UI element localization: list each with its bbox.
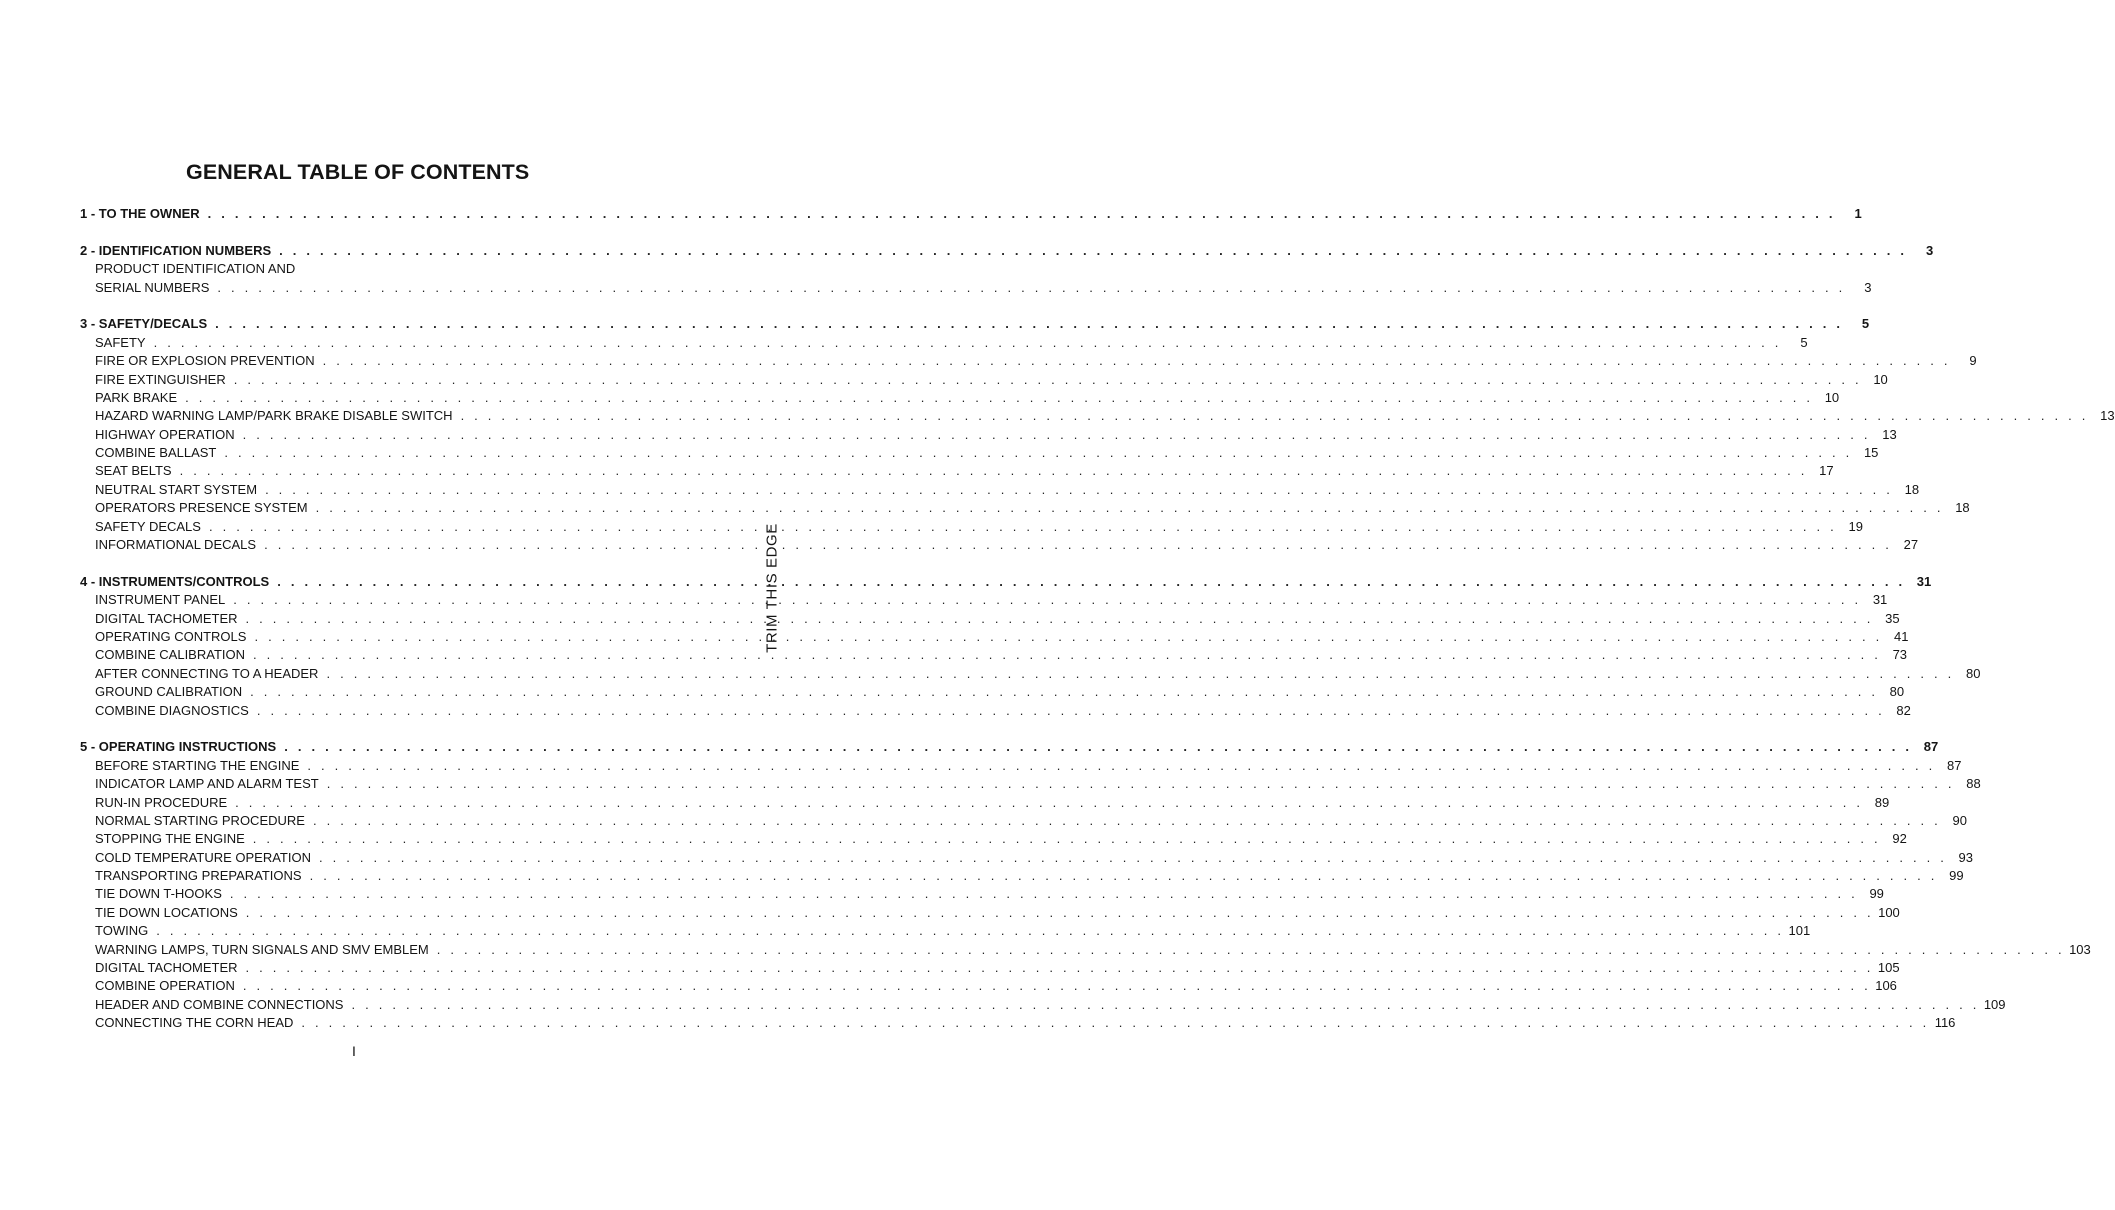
- page-number: I: [352, 1043, 356, 1059]
- toc-entry-page: 92: [1892, 831, 1907, 847]
- toc-entry-page: 87: [1946, 757, 1962, 773]
- dot-leader: . . . . . . . . . . . . . . . . . . . . . . . . . . . . . . . . . . . . . . . . . . . . . . . . . . . . . . . . . . . . . . . . . . . . . . . . . . . . . . . . . . . . . . . . . . . . . . . . . . . . . . . . . . . . . . . . . . . . . . . .: [326, 665, 1955, 681]
- toc-entry-page: 19: [1848, 518, 1863, 534]
- dot-leader: . . . . . . . . . . . . . . . . . . . . . . . . . . . . . . . . . . . . . . . . . . . . . . . . . . . . . . . . . . . . . . . . . . . . . . . . . . . . . . . . . . . . . . . . . . . . . . . . . . . . . . . . . . . . . . . . . . . . . . . .: [179, 463, 1808, 479]
- toc-entry[interactable]: [80, 628, 1909, 646]
- toc-entry-label: SERIAL NUMBERS: [95, 279, 210, 295]
- dot-leader: . . . . . . . . . . . . . . . . . . . . . . . . . . . . . . . . . . . . . . . . . . . . . . . . . . . . . . . . . . . . . . . . . . . . . . . . . . . . . . . . . . . . . . . . . . . . . . . . . . . . . . . . . . . . . . . . . . . . . . . .: [224, 445, 1853, 461]
- dot-leader: . . . . . . . . . . . . . . . . . . . . . . . . . . . . . . . . . . . . . . . . . . . . . . . . . . . . . . . . . . . . . . . . . . . . . . . . . . . . . . . . . . . . . . . . . . . . . . . . . . . . . . . . . . . . . . . . . . . . . . . .: [252, 831, 1881, 847]
- toc-entry-page: 88: [1966, 776, 1981, 792]
- toc-entry-label: SAFETY: [95, 334, 146, 350]
- toc-section: [80, 738, 2091, 1032]
- toc-entry-label: INFORMATIONAL DECALS: [95, 537, 257, 553]
- section-heading-label: 4 - INSTRUMENTS/CONTROLS: [80, 573, 270, 589]
- toc-entry-label: HEADER AND COMBINE CONNECTIONS: [95, 996, 344, 1012]
- toc-entry-page: 80: [1889, 684, 1905, 700]
- toc-entry[interactable]: [80, 1014, 1956, 1032]
- dot-leader: . . . . . . . . . . . . . . . . . . . . . . . . . . . . . . . . . . . . . . . . . . . . . . . . . . . . . . . . . . . . . . . . . . . . . . . . . . . . . . . . . . . . . . . . . . . . . . . . . . . . . . . . . . . . . . . . . . . . . . . .: [351, 996, 1980, 1012]
- toc-entry[interactable]: [80, 922, 1811, 940]
- toc-entry[interactable]: [80, 683, 1905, 701]
- dot-leader: . . . . . . . . . . . . . . . . . . . . . . . . . . . . . . . . . . . . . . . . . . . . . . . . . . . . . . . . . . . . . . . . . . . . . . . . . . . . . . . . . . . . . . . . . . . . . . . . . . . . . . . . . . . . . . . . . . . . . . . .: [215, 316, 1844, 332]
- toc-entry-page: 93: [1958, 849, 1974, 865]
- toc-entry-label: COMBINE BALLAST: [95, 445, 217, 461]
- toc-entry[interactable]: [80, 665, 1981, 683]
- toc-entry-page: 18: [1955, 500, 1970, 516]
- dot-leader: . . . . . . . . . . . . . . . . . . . . . . . . . . . . . . . . . . . . . . . . . . . . . . . . . . . . . . . . . . . . . . . . . . . . . . . . . . . . . . . . . . . . . . . . . . . . . . . . . . . . . . . . . . . . . . . . . . . . . . . .: [277, 573, 1906, 589]
- toc-entry-label: DIGITAL TACHOMETER: [95, 960, 238, 976]
- dot-leader: . . . . . . . . . . . . . . . . . . . . . . . . . . . . . . . . . . . . . . . . . . . . . . . . . . . . . . . . . . . . . . . . . . . . . . . . . . . . . . . . . . . . . . . . . . . . . . . . . . . . . . . . . . . . . . . . . . . . . . . .: [253, 647, 1882, 663]
- toc-entry[interactable]: [80, 775, 1981, 793]
- toc-section: [80, 242, 1934, 297]
- toc-entry-page: 73: [1892, 647, 1908, 663]
- toc-entry-label: HAZARD WARNING LAMP/PARK BRAKE DISABLE SWITCH: [95, 408, 453, 424]
- dot-leader: . . . . . . . . . . . . . . . . . . . . . . . . . . . . . . . . . . . . . . . . . . . . . . . . . . . . . . . . . . . . . . . . . . . . . . . . . . . . . . . . . . . . . . . . . . . . . . . . . . . . . . . . . . . . . . . . . . . . . . . .: [326, 776, 1955, 792]
- toc-entry[interactable]: [80, 462, 1834, 480]
- toc-entry[interactable]: [80, 499, 1970, 517]
- toc-entry-label: OPERATING CONTROLS: [95, 628, 247, 644]
- dot-leader: . . . . . . . . . . . . . . . . . . . . . . . . . . . . . . . . . . . . . . . . . . . . . . . . . . . . . . . . . . . . . . . . . . . . . . . . . . . . . . . . . . . . . . . . . . . . . . . . . . . . . . . . . . . . . . . . . . . . . . . .: [312, 812, 1941, 828]
- dot-leader: . . . . . . . . . . . . . . . . . . . . . . . . . . . . . . . . . . . . . . . . . . . . . . . . . . . . . . . . . . . . . . . . . . . . . . . . . . . . . . . . . . . . . . . . . . . . . . . . . . . . . . . . . . . . . . . . . . . . . . . .: [265, 481, 1894, 497]
- dot-leader: . . . . . . . . . . . . . . . . . . . . . . . . . . . . . . . . . . . . . . . . . . . . . . . . . . . . . . . . . . . . . . . . . . . . . . . . . . . . . . . . . . . . . . . . . . . . . . . . . . . . . . . . . . . . . . . . . . . . . . . .: [322, 353, 1951, 369]
- toc-entry[interactable]: [80, 352, 1977, 370]
- dot-leader: . . . . . . . . . . . . . . . . . . . . . . . . . . . . . . . . . . . . . . . . . . . . . . . . . . . . . . . . . . . . . . . . . . . . . . . . . . . . . . . . . . . . . . . . . . . . . . . . . . . . . . . . . . . . . . . . . . . . . . . .: [284, 739, 1913, 755]
- section-heading[interactable]: [80, 738, 1939, 756]
- dot-leader: . . . . . . . . . . . . . . . . . . . . . . . . . . . . . . . . . . . . . . . . . . . . . . . . . . . . . . . . . . . . . . . . . . . . . . . . . . . . . . . . . . . . . . . . . . . . . . . . . . . . . . . . . . . . . . . . . . . . . . . .: [309, 868, 1938, 884]
- toc-entry-page: 10: [1873, 371, 1888, 387]
- toc-entry[interactable]: [80, 702, 1911, 720]
- toc-entry-page: 27: [1903, 537, 1919, 553]
- dot-leader: . . . . . . . . . . . . . . . . . . . . . . . . . . . . . . . . . . . . . . . . . . . . . . . . . . . . . . . . . . . . . . . . . . . . . . . . . . . . . . . . . . . . . . . . . . . . . . . . . . . . . . . . . . . . . . . . . . . . . . . .: [229, 886, 1858, 902]
- toc-entry-label: NEUTRAL START SYSTEM: [95, 481, 258, 497]
- toc-entry[interactable]: [80, 885, 1884, 903]
- dot-leader: . . . . . . . . . . . . . . . . . . . . . . . . . . . . . . . . . . . . . . . . . . . . . . . . . . . . . . . . . . . . . . . . . . . . . . . . . . . . . . . . . . . . . . . . . . . . . . . . . . . . . . . . . . . . . . . . . . . . . . . .: [250, 684, 1879, 700]
- toc-entry-label: COLD TEMPERATURE OPERATION: [95, 849, 311, 865]
- toc-entry-label: SAFETY DECALS: [95, 518, 201, 534]
- toc-entry-page: 82: [1896, 702, 1911, 718]
- toc-entry-page: 10: [1824, 389, 1840, 405]
- toc-entry-label: STOPPING THE ENGINE: [95, 831, 245, 847]
- section-heading-page: 3: [1925, 242, 1934, 258]
- dot-leader: . . . . . . . . . . . . . . . . . . . . . . . . . . . . . . . . . . . . . . . . . . . . . . . . . . . . . . . . . . . . . . . . . . . . . . . . . . . . . . . . . . . . . . . . . . . . . . . . . . . . . . . . . . . . . . . . . . . . . . . .: [242, 426, 1871, 442]
- toc-entry[interactable]: [80, 959, 1900, 977]
- toc-entry[interactable]: [80, 426, 1897, 444]
- dot-leader: . . . . . . . . . . . . . . . . . . . . . . . . . . . . . . . . . . . . . . . . . . . . . . . . . . . . . . . . . . . . . . . . . . . . . . . . . . . . . . . . . . . . . . . . . . . . . . . . . . . . . . . . . . . . . . . . . . . . . . . .: [233, 592, 1862, 608]
- toc-entry-label: WARNING LAMPS, TURN SIGNALS AND SMV EMBLEM: [95, 941, 429, 957]
- toc-entry-label: FIRE OR EXPLOSION PREVENTION: [95, 353, 315, 369]
- dot-leader: . . . . . . . . . . . . . . . . . . . . . . . . . . . . . . . . . . . . . . . . . . . . . . . . . . . . . . . . . . . . . . . . . . . . . . . . . . . . . . . . . . . . . . . . . . . . . . . . . . . . . . . . . . . . . . . . . . . . . . . .: [235, 794, 1864, 810]
- toc-entry-label: COMBINE DIAGNOSTICS: [95, 702, 249, 718]
- dot-leader: . . . . . . . . . . . . . . . . . . . . . . . . . . . . . . . . . . . . . . . . . . . . . . . . . . . . . . . . . . . . . . . . . . . . . . . . . . . . . . . . . . . . . . . . . . . . . . . . . . . . . . . . . . . . . . . . . . . . . . . .: [217, 279, 1846, 295]
- toc-entry[interactable]: [80, 444, 1879, 462]
- toc-entry-page: 105: [1877, 960, 1900, 976]
- dot-leader: . . . . . . . . . . . . . . . . . . . . . . . . . . . . . . . . . . . . . . . . . . . . . . . . . . . . . . . . . . . . . . . . . . . . . . . . . . . . . . . . . . . . . . . . . . . . . . . . . . . . . . . . . . . . . . . . . . . . . . . .: [156, 923, 1785, 939]
- toc-entry-label: TOWING: [95, 923, 149, 939]
- toc-entry-page: 99: [1949, 868, 1964, 884]
- toc-entry-page: 35: [1885, 610, 1900, 626]
- section-heading-label: 5 - OPERATING INSTRUCTIONS: [80, 739, 277, 755]
- section-heading-page: 5: [1861, 316, 1870, 332]
- dot-leader: . . . . . . . . . . . . . . . . . . . . . . . . . . . . . . . . . . . . . . . . . . . . . . . . . . . . . . . . . . . . . . . . . . . . . . . . . . . . . . . . . . . . . . . . . . . . . . . . . . . . . . . . . . . . . . . . . . . . . . . .: [153, 334, 1782, 350]
- toc-entry-page: 41: [1894, 628, 1909, 644]
- toc-entry-page: 106: [1875, 978, 1897, 994]
- toc-entry-label: TIE DOWN T-HOOKS: [95, 886, 222, 902]
- toc-entry-page: 15: [1863, 445, 1879, 461]
- toc-entry-label: PRODUCT IDENTIFICATION AND: [95, 261, 296, 277]
- toc-entry-label: HIGHWAY OPERATION: [95, 426, 235, 442]
- toc-entry-page: 89: [1874, 794, 1890, 810]
- toc-entry-page: 13: [2100, 408, 2115, 424]
- toc-entry[interactable]: [80, 536, 1919, 554]
- dot-leader: . . . . . . . . . . . . . . . . . . . . . . . . . . . . . . . . . . . . . . . . . . . . . . . . . . . . . . . . . . . . . . . . . . . . . . . . . . . . . . . . . . . . . . . . . . . . . . . . . . . . . . . . . . . . . . . . . . . . . . . .: [254, 628, 1883, 644]
- dot-leader: . . . . . . . . . . . . . . . . . . . . . . . . . . . . . . . . . . . . . . . . . . . . . . . . . . . . . . . . . . . . . . . . . . . . . . . . . . . . . . . . . . . . . . . . . . . . . . . . . . . . . . . . . . . . . . . . . . . . . . . .: [242, 978, 1871, 994]
- toc-entry-page: 109: [1983, 996, 2006, 1012]
- toc-entry-page: 17: [1819, 463, 1834, 479]
- toc-entry-label: CONNECTING THE CORN HEAD: [95, 1015, 294, 1031]
- dot-leader: . . . . . . . . . . . . . . . . . . . . . . . . . . . . . . . . . . . . . . . . . . . . . . . . . . . . . . . . . . . . . . . . . . . . . . . . . . . . . . . . . . . . . . . . . . . . . . . . . . . . . . . . . . . . . . . . . . . . . . . .: [301, 1015, 1930, 1031]
- toc-entry[interactable]: [80, 279, 1872, 297]
- section-heading-label: 1 - TO THE OWNER: [80, 206, 200, 221]
- toc-entry-label: TRANSPORTING PREPARATIONS: [95, 868, 302, 884]
- section-heading-label: 3 - SAFETY/DECALS: [80, 316, 208, 332]
- toc-entry-label: RUN-IN PROCEDURE: [95, 794, 228, 810]
- page-title: GENERAL TABLE OF CONTENTS: [186, 160, 530, 184]
- section-heading[interactable]: [80, 242, 1934, 260]
- toc-entry-page: 13: [1882, 426, 1897, 442]
- section-heading[interactable]: [80, 573, 1932, 591]
- toc-entry[interactable]: [80, 646, 1908, 664]
- toc-entry-label: COMBINE OPERATION: [95, 978, 235, 994]
- toc-entry[interactable]: [80, 260, 631, 278]
- dot-leader: . . . . . . . . . . . . . . . . . . . . . . . . . . . . . . . . . . . . . . . . . . . . . . . . . . . . . . . . . . . . . . . . . . . . . . . . . . . . . . . . . . . . . . . . . . . . . . . . . . . . . . . . . . . . . . . . . . . . . . . .: [208, 518, 1837, 534]
- toc-entry-page: 9: [1969, 353, 1977, 369]
- toc-entry[interactable]: [80, 904, 1900, 922]
- toc-entry-label: DIGITAL TACHOMETER: [95, 610, 238, 626]
- toc-entry[interactable]: [80, 812, 1967, 830]
- toc-entry-page: 80: [1966, 665, 1981, 681]
- toc-entry[interactable]: [80, 371, 1888, 389]
- toc-entry-page: 103: [2069, 941, 2091, 957]
- dot-leader: . . . . . . . . . . . . . . . . . . . . . . . . . . . . . . . . . . . . . . . . . . . . . . . . . . . . . . . . . . . . . . . . . . . . . . . . . . . . . . . . . . . . . . . . . . . . . . . . . . . . . . . . . . . . . . . . . . . . . . . .: [245, 904, 1874, 920]
- toc-entry-page: 99: [1869, 886, 1884, 902]
- toc-entry[interactable]: [80, 591, 1888, 609]
- toc-entry-page: 31: [1872, 592, 1888, 608]
- dot-leader: . . . . . . . . . . . . . . . . . . . . . . . . . . . . . . . . . . . . . . . . . . . . . . . . . . . . . . . . . . . . . . . . . . . . . . . . . . . . . . . . . . . . . . . . . . . . . . . . . . . . . . . . . . . . . . . . . . . . . . . .: [307, 757, 1936, 773]
- toc-entry-label: AFTER CONNECTING TO A HEADER: [95, 665, 319, 681]
- toc-entry-label: SEAT BELTS: [95, 463, 172, 479]
- toc-entry[interactable]: [80, 794, 1890, 812]
- toc-entry-page: 18: [1904, 481, 1920, 497]
- section-heading-label: 2 - IDENTIFICATION NUMBERS: [80, 242, 272, 258]
- toc-entry[interactable]: [80, 518, 1863, 536]
- toc-entry[interactable]: [80, 757, 1962, 775]
- toc-entry[interactable]: [80, 481, 1920, 499]
- dot-leader: . . . . . . . . . . . . . . . . . . . . . . . . . . . . . . . . . . . . . . . . . . . . . . . . . . . . . . . . . . . . . . . . . . . . . . . . . . . . . . . . . . . . . . . . . . . . . . . . . . . . . . . . . . . . . . . . . . . . . . . .: [279, 242, 1908, 258]
- dot-leader: . . . . . . . . . . . . . . . . . . . . . . . . . . . . . . . . . . . . . . . . . . . . . . . . . . . . . . . . . . . . . . . . . . . . . . . . . . . . . . . . . . . . . . . . . . . . . . . . . . . . . . . . . . . . . . . . . . . . . . . .: [207, 206, 1836, 221]
- toc-entry-page: 116: [1934, 1015, 1956, 1031]
- dot-leader: . . . . . . . . . . . . . . . . . . . . . . . . . . . . . . . . . . . . . . . . . . . . . . . . . . . . . . . . . . . . . . . . . . . . . . . . . . . . . . . . . . . . . . . . . . . . . . . . . . . . . . . . . . . . . . . . . . . . . . . .: [245, 960, 1874, 976]
- toc-entry-label: BEFORE STARTING THE ENGINE: [95, 757, 300, 773]
- toc-entry[interactable]: [80, 977, 1897, 995]
- toc-entry-label: PARK BRAKE: [95, 389, 178, 405]
- toc-entry-label: INDICATOR LAMP AND ALARM TEST: [95, 776, 319, 792]
- toc-entry-page: 90: [1952, 812, 1967, 828]
- toc-entry[interactable]: [80, 610, 1900, 628]
- toc-entry-label: GROUND CALIBRATION: [95, 684, 243, 700]
- toc-entry-page: 5: [1800, 334, 1808, 350]
- toc-entry-page: 100: [1878, 904, 1900, 920]
- section-heading-page: 31: [1916, 573, 1932, 589]
- toc-entry[interactable]: [80, 389, 1840, 407]
- section-heading-page: 1: [1854, 206, 1862, 221]
- toc-section: [80, 205, 1862, 223]
- toc-entry[interactable]: [80, 407, 2115, 425]
- dot-leader: . . . . . . . . . . . . . . . . . . . . . . . . . . . . . . . . . . . . . . . . . . . . . . . . . . . . . . . . . . . . . . . . . . . . . . . . . . . . . . . . . . . . . . . . . . . . . . . . . . . . . . . . . . . . . . . . . . . . . . . .: [315, 500, 1944, 516]
- toc-entry-page: 101: [1788, 923, 1811, 939]
- toc-entry[interactable]: [80, 867, 1964, 885]
- section-heading-page: 87: [1923, 739, 1939, 755]
- section-heading[interactable]: [80, 205, 1862, 223]
- dot-leader: . . . . . . . . . . . . . . . . . . . . . . . . . . . . . . . . . . . . . . . . . . . . . . . . . . . . . . . . . . . . . . . . . . . . . . . . . . . . . . . . . . . . . . . . . . . . . . . . . . . . . . . . . . . . . . . . . . . . . . . .: [233, 371, 1862, 387]
- trim-edge-note: TRIM THIS EDGE: [763, 523, 781, 653]
- toc-entry-label: INSTRUMENT PANEL: [95, 592, 226, 608]
- dot-leader: . . . . . . . . . . . . . . . . . . . . . . . . . . . . . . . . . . . . . . . . . . . . . . . . . . . . . . . . . . . . . . . . . . . . . . . . . . . . . . . . . . . . . . . . . . . . . . . . . . . . . . . . . . . . . . . . . . . . . . . .: [245, 610, 1874, 626]
- toc-entry-label: NORMAL STARTING PROCEDURE: [95, 812, 305, 828]
- section-heading[interactable]: [80, 315, 1870, 333]
- toc-entry-label: FIRE EXTINGUISHER: [95, 371, 226, 387]
- toc-entry-label: TIE DOWN LOCATIONS: [95, 904, 238, 920]
- toc-entry-label: COMBINE CALIBRATION: [95, 647, 246, 663]
- toc-entry[interactable]: [80, 941, 2091, 959]
- toc-section: [80, 315, 2115, 554]
- toc-entry-page: 3: [1864, 279, 1872, 295]
- toc-entry[interactable]: [80, 830, 1907, 848]
- toc-entry[interactable]: [80, 849, 1974, 867]
- toc-entry[interactable]: [80, 996, 2006, 1014]
- dot-leader: . . . . . . . . . . . . . . . . . . . . . . . . . . . . . . . . . . . . . . . . . . . . . . . . . . . . . . . . . . . . . . . . . . . . . . . . . . . . . . . . . . . . . . . . . . . . . . . . . . . . . . . . . . . . . . . . . . . . . . . .: [460, 408, 2089, 424]
- dot-leader: . . . . . . . . . . . . . . . . . . . . . . . . . . . . . . . . . . . . . . . . . . . . . . . . . . . . . . . . . . . . . . . . . . . . . . . . . . . . . . . . . . . . . . . . . . . . . . . . . . . . . . . . . . . . . . . . . . . . . . . .: [264, 537, 1893, 553]
- dot-leader: . . . . . . . . . . . . . . . . . . . . . . . . . . . . . . . . . . . . . . . . . . . . . . . . . . . . . . . . . . . . . . . . . . . . . . . . . . . . . . . . . . . . . . . . . . . . . . . . . . . . . . . . . . . . . . . . . . . . . . . .: [256, 702, 1885, 718]
- dot-leader: . . . . . . . . . . . . . . . . . . . . . . . . . . . . . . . . . . . . . . . . . . . . . . . . . . . . . . . . . . . . . . . . . . . . . . . . . . . . . . . . . . . . . . . . . . . . . . . . . . . . . . . . . . . . . . . . . . . . . . . .: [436, 941, 2065, 957]
- toc-entry[interactable]: [80, 334, 1808, 352]
- toc-entry-label: OPERATORS PRESENCE SYSTEM: [95, 500, 308, 516]
- dot-leader: . . . . . . . . . . . . . . . . . . . . . . . . . . . . . . . . . . . . . . . . . . . . . . . . . . . . . . . . . . . . . . . . . . . . . . . . . . . . . . . . . . . . . . . . . . . . . . . . . . . . . . . . . . . . . . . . . . . . . . . .: [185, 389, 1814, 405]
- dot-leader: . . . . . . . . . . . . . . . . . . . . . . . . . . . . . . . . . . . . . . . . . . . . . . . . . . . . . . . . . . . . . . . . . . . . . . . . . . . . . . . . . . . . . . . . . . . . . . . . . . . . . . . . . . . . . . . . . . . . . . . .: [318, 849, 1948, 865]
